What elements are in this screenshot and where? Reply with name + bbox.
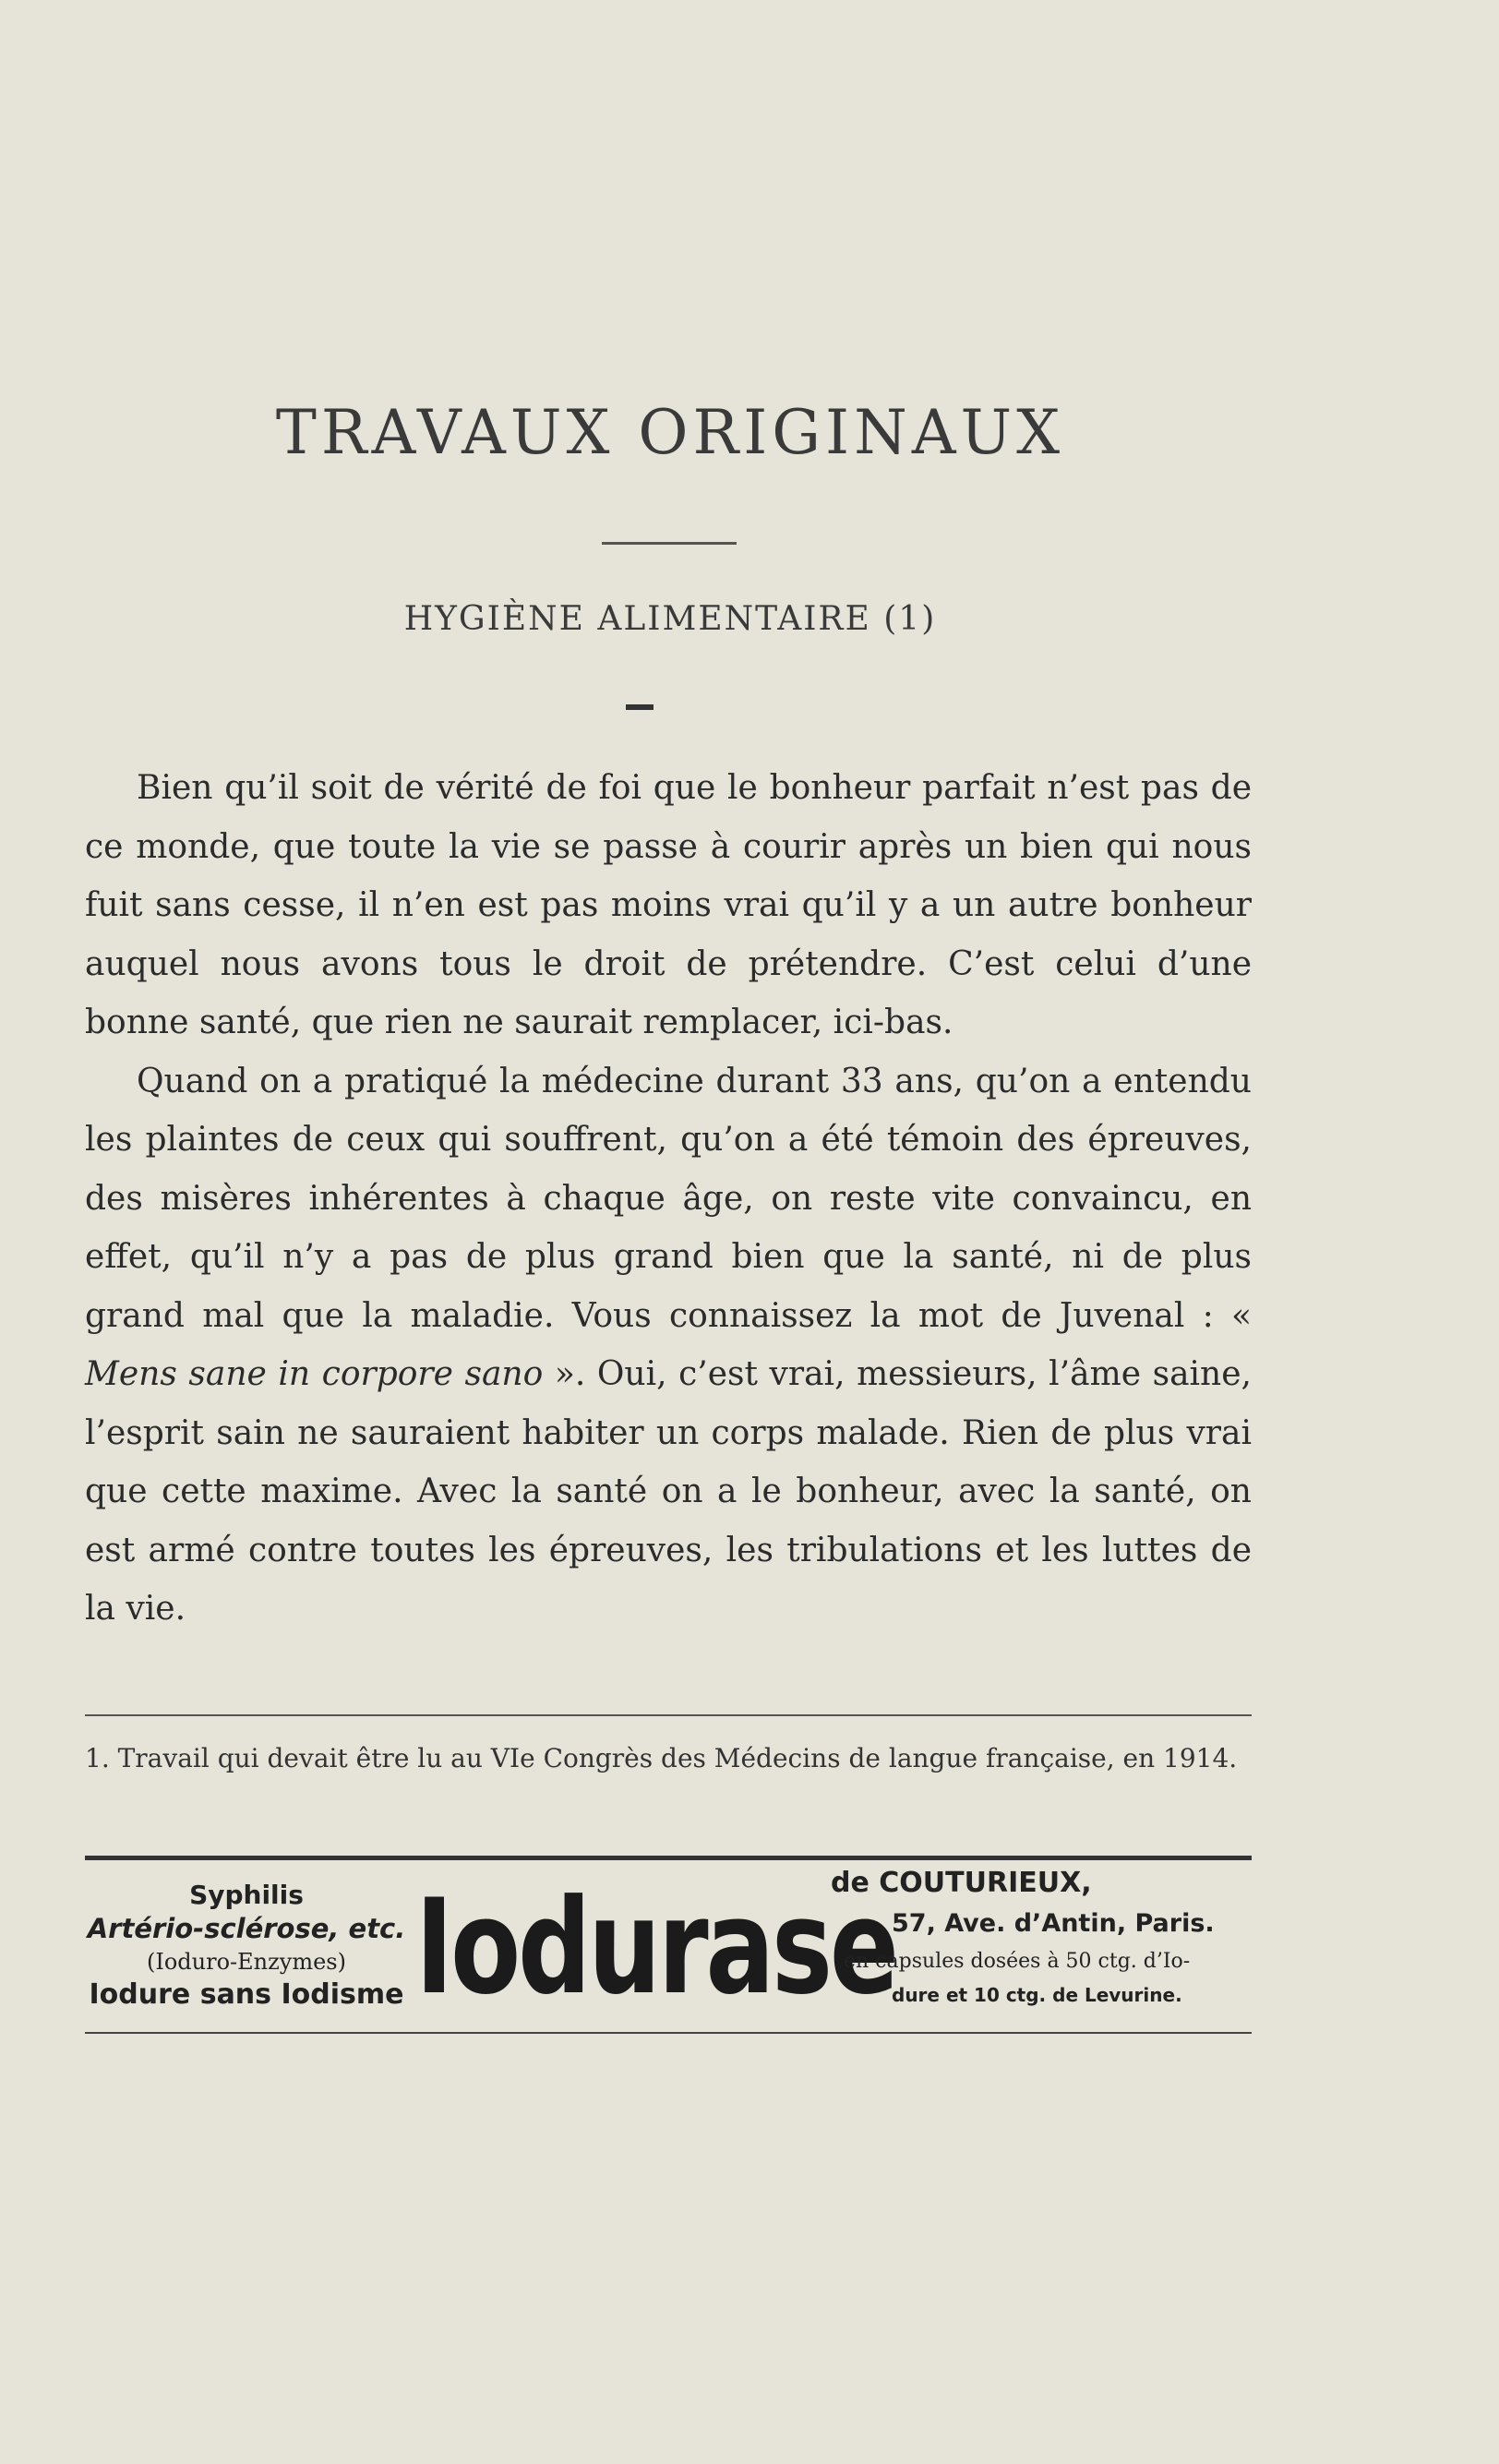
advert-dosage-2: dure et 10 ctg. de Levurine. bbox=[892, 1984, 1182, 2006]
article-title: HYGIÈNE ALIMENTAIRE (1) bbox=[403, 600, 937, 638]
advert-maker: de COUTURIEUX, bbox=[831, 1867, 1092, 1899]
subtitle-dash bbox=[626, 704, 654, 710]
title-divider bbox=[602, 542, 737, 545]
section-title: TRAVAUX ORIGINAUX bbox=[275, 397, 1065, 468]
footnote-divider bbox=[85, 1714, 1252, 1716]
advert-address: 57, Ave. d’Antin, Paris. bbox=[892, 1909, 1215, 1938]
advert-top-rule bbox=[85, 1856, 1252, 1860]
advert-slogan: Iodure sans Iodisme bbox=[89, 1978, 404, 2011]
latin-quote: Mens sane in corpore sano bbox=[85, 1355, 544, 1393]
paragraph-2-start: Quand on a pratiqué la médecine durant 33 ans, qu’on a entendu les plaintes de ceux qui souffrent, qu’on a été témoin des épreuves, des misères inhérentes à chaque âge, on reste vite convaincu, en effet, qu’il n’y a pas de plus grand bien que la santé, ni de plus grand mal que la maladie. Vous connaissez la mot de Juvenal : « bbox=[85, 1062, 1252, 1335]
paragraph-2 bbox=[85, 1052, 1252, 1639]
advert-composition: (Ioduro-Enzymes) bbox=[147, 1949, 346, 1975]
advert-left-block bbox=[85, 1879, 408, 2012]
advert-right-block bbox=[831, 1863, 1255, 2011]
paragraph-2-end: ». Oui, c’est vrai, messieurs, l’âme saine, l’esprit sain ne sauraient habiter un corps malade. Rien de plus vrai que cette maxime. Avec la santé on a le bonheur, avec la santé, on est armé contre toutes les épreuves, les tribulations et les luttes de la vie. bbox=[85, 1355, 1252, 1628]
advert-dosage-1: en capsules dosées à 50 ctg. d’Io- bbox=[844, 1950, 1191, 1973]
advert-bottom-rule bbox=[85, 2032, 1252, 2034]
advert-indication-2: Artério-sclérose, etc. bbox=[87, 1913, 406, 1944]
footnote: 1. Travail qui devait être lu au VIe Congrès des Médecins de langue française, en 1914. bbox=[85, 1743, 1238, 1773]
advert-indication-1: Syphilis bbox=[189, 1880, 304, 1910]
article-body bbox=[85, 759, 1252, 1639]
advert-brand-name: Iodurase bbox=[415, 1871, 896, 2024]
paragraph-1: Bien qu’il soit de vérité de foi que le bonheur parfait n’est pas de ce monde, que toute la vie se passe à courir après un bien qui nous fuit sans cesse, il n’en est pas moins vrai qu’il y a un autre bonheur auquel nous avons tous le droit de prétendre. C’est celui d’une bonne santé, que rien ne saurait remplacer, ici-bas. bbox=[85, 769, 1252, 1041]
